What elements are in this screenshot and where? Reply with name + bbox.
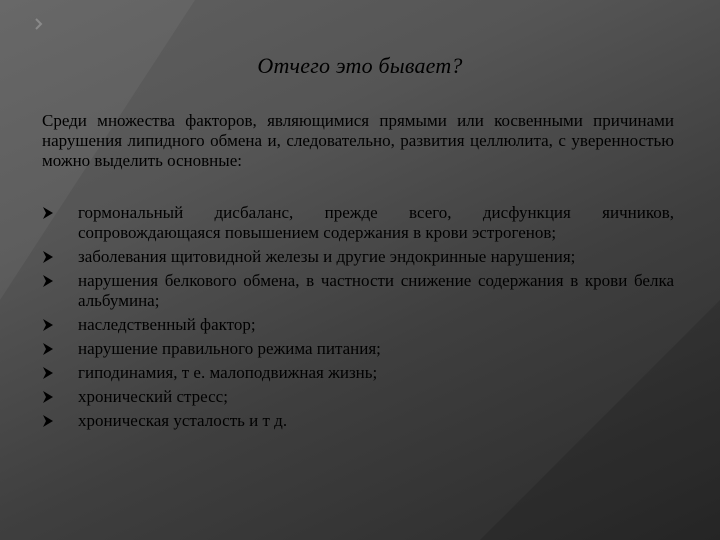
- factors-list: [42, 203, 674, 435]
- list-item-text: гормональный дисбаланс, прежде всего, дисфункция яичников, сопровождающаяся повышением содержания в крови эстрогенов;: [78, 203, 674, 242]
- arrowhead-bullet-icon: [42, 367, 54, 379]
- arrowhead-bullet-icon: [42, 275, 54, 287]
- list-item: [42, 247, 674, 267]
- arrowhead-bullet-icon: [42, 207, 54, 219]
- list-item: [42, 315, 674, 335]
- slide-title: Отчего это бывает?: [257, 53, 463, 78]
- list-item-text: наследственный фактор;: [78, 315, 256, 334]
- arrowhead-bullet-icon: [42, 415, 54, 427]
- list-item-text: гиподинамия, т е. малоподвижная жизнь;: [78, 363, 378, 382]
- arrowhead-bullet-icon: [42, 391, 54, 403]
- arrowhead-bullet-icon: [42, 319, 54, 331]
- arrowhead-bullet-icon: [42, 251, 54, 263]
- intro-paragraph: Среди множества факторов, являющимися прямыми или косвенными причинами нарушения липидного обмена и, следовательно, развития целлюлита, с уверенностью можно выделить основные:: [42, 111, 674, 170]
- list-item: [42, 411, 674, 431]
- arrowhead-bullet-icon: [42, 343, 54, 355]
- list-item-text: хронический стресс;: [78, 387, 228, 406]
- list-item-text: хроническая усталость и т д.: [78, 411, 288, 430]
- list-item: [42, 271, 674, 311]
- list-item: [42, 203, 674, 243]
- list-item: [42, 339, 674, 359]
- list-item-text: нарушение правильного режима питания;: [78, 339, 381, 358]
- list-item: [42, 363, 674, 383]
- list-item: [42, 387, 674, 407]
- list-item-text: заболевания щитовидной железы и другие эндокринные нарушения;: [78, 247, 576, 266]
- corner-arrow-icon: [36, 19, 41, 29]
- list-item-text: нарушения белкового обмена, в частности снижение содержания в крови белка альбумина;: [78, 271, 674, 310]
